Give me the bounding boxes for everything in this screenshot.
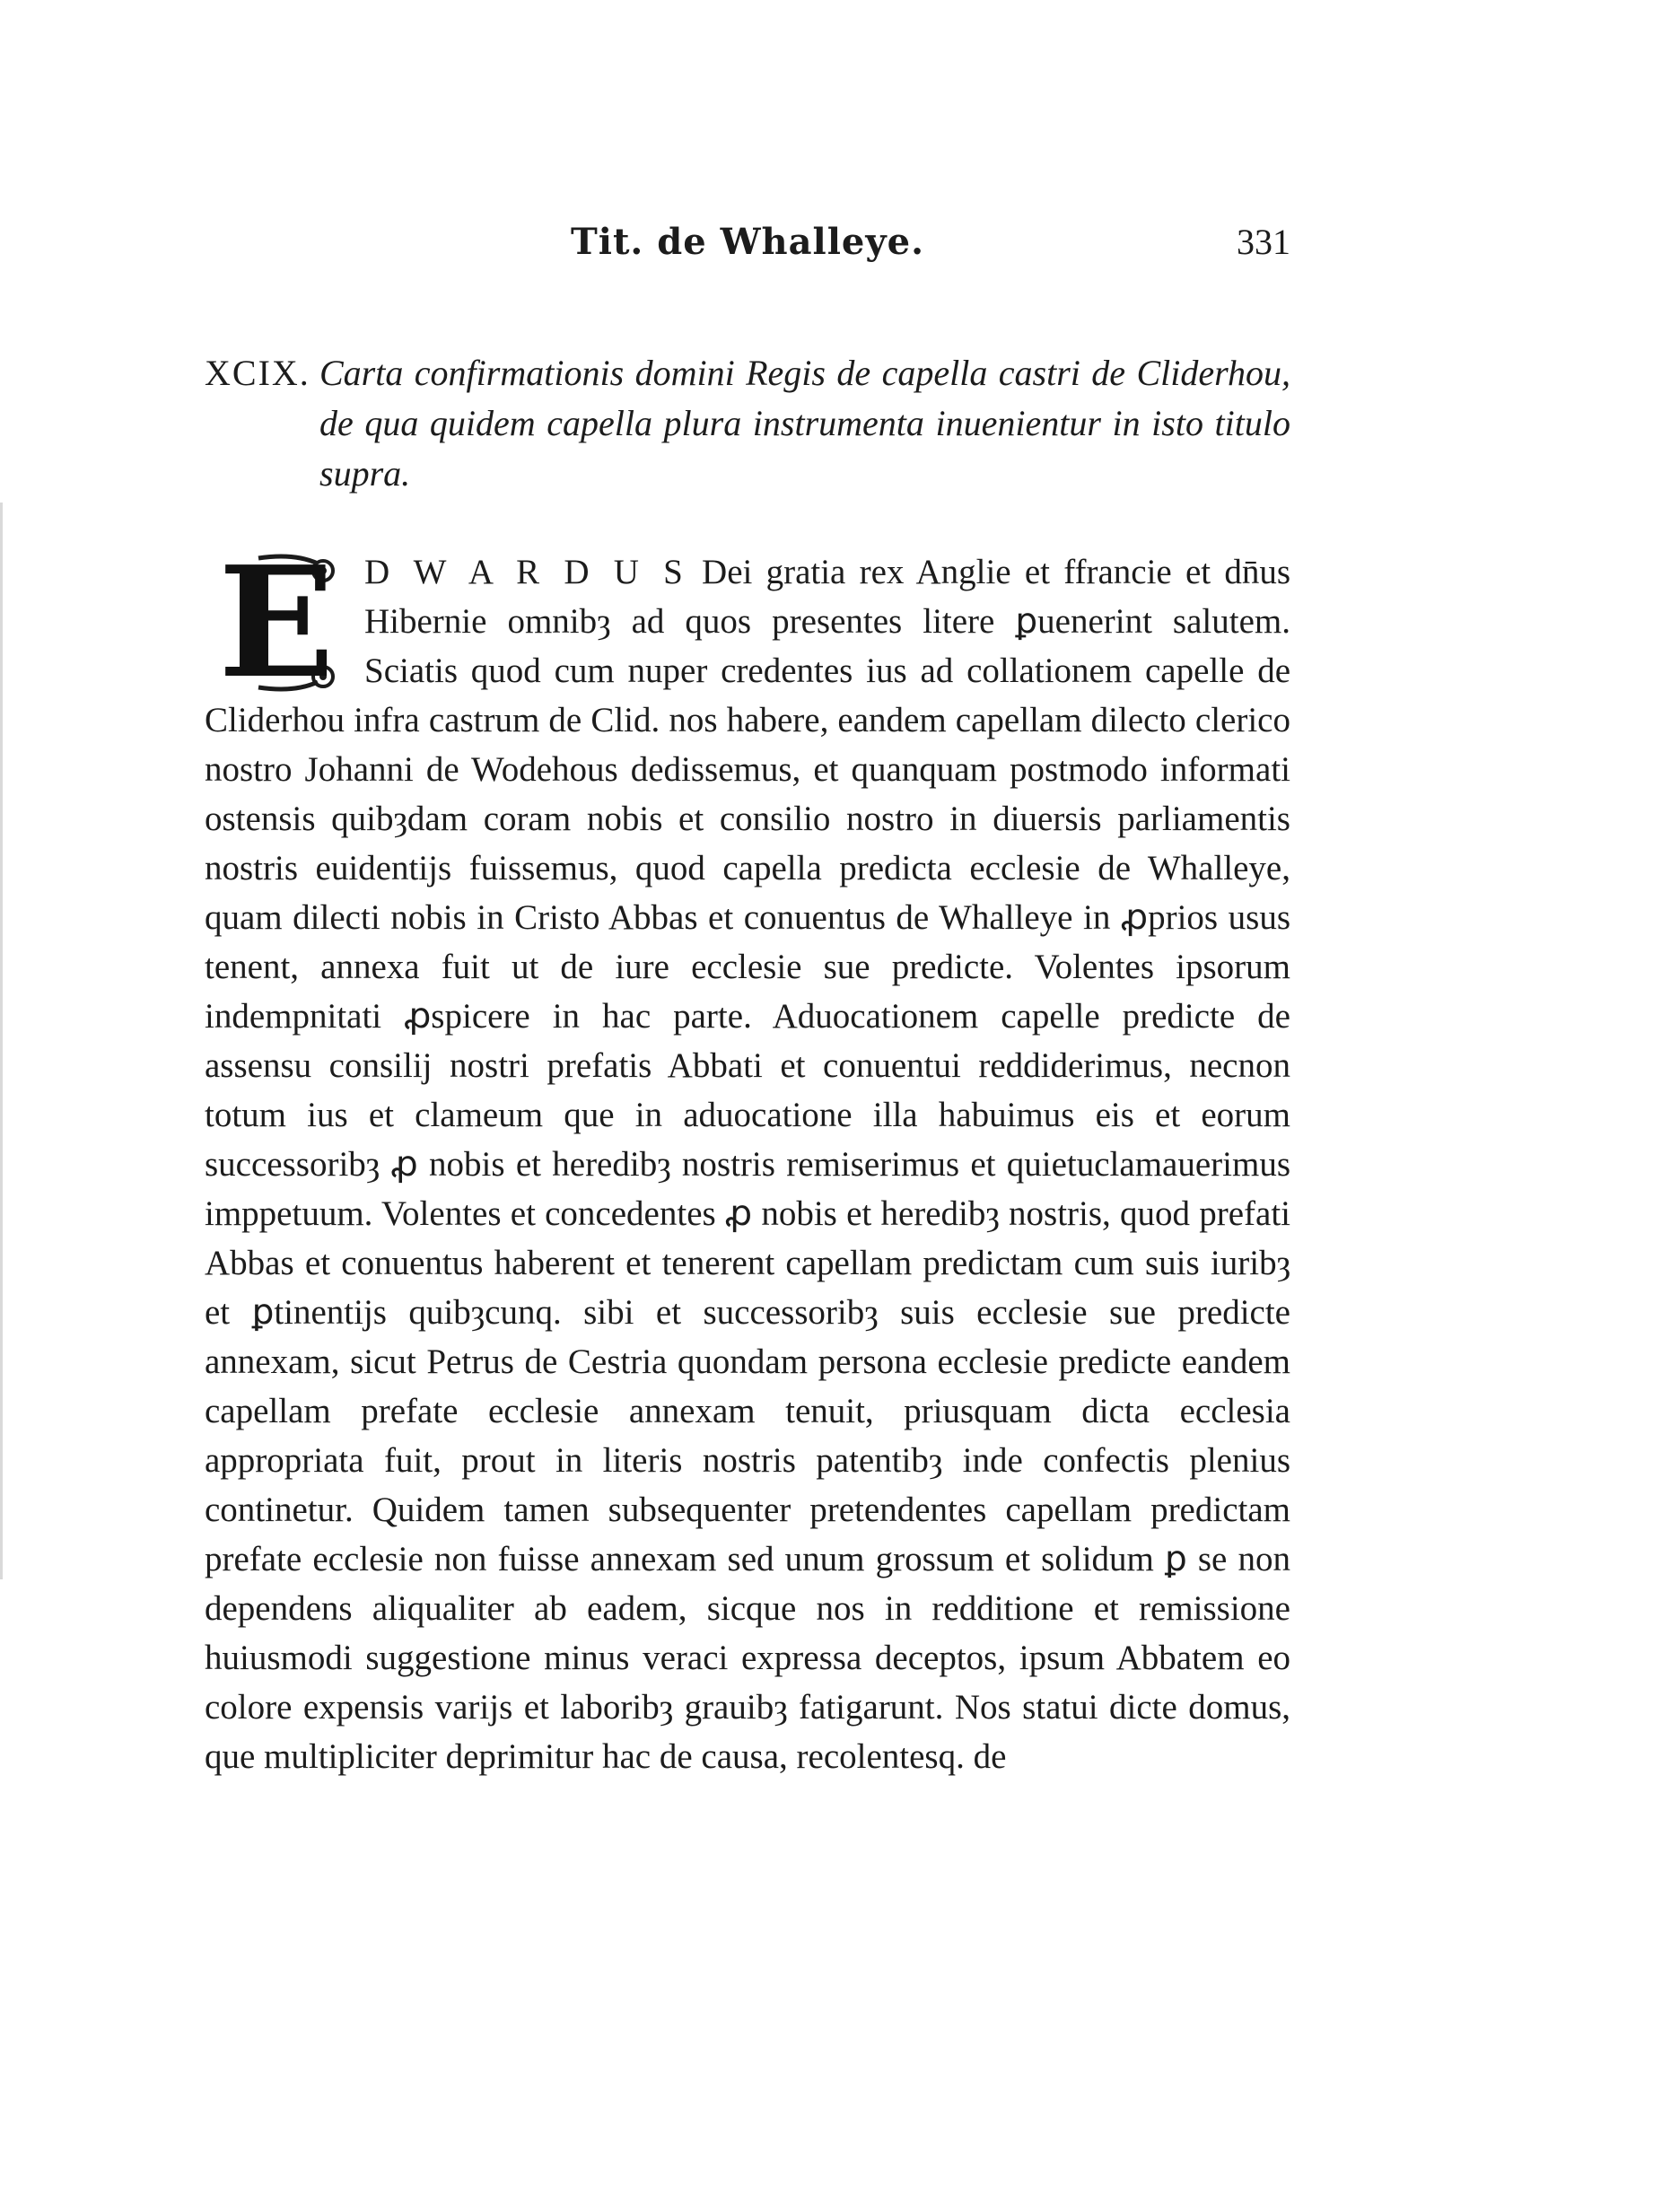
drop-cap-letter: E: [218, 533, 335, 713]
binding-edge: [0, 503, 3, 1579]
page-number: 331: [1237, 222, 1290, 262]
running-title: Tit. de Whalleye.: [570, 221, 924, 263]
rubric: [205, 348, 1290, 499]
body-text: Dei gratia rex Anglie et ffrancie et dn̄us Hibernie omnibȝ ad quos presentes litere ꝑuenerint salutem. Sciatis quod cum nuper credentes ius ad collationem capelle de Cliderhou infra castrum de Clid. nos habere, eandem capellam dilecto clerico nostro Johanni de Wodehous dedissemus, et quanquam postmodo informati ostensis quibȝdam coram nobis et consilio nostro in diuersis parliamentis nostris euidentijs fuissemus, quod capella predicta ecclesie de Whalleye, quam dilecti nobis in Cristo Abbas et conuentus de Whalleye in ꝓprios usus tenent, annexa fuit ut de iure ecclesie sue predicte. Volentes ipsorum indempnitati ꝓspicere in hac parte. Aduocationem capelle predicte de assensu consilij nostri prefatis Abbati et conuentui reddiderimus, necnon totum ius et clameum que in aduocatione illa habuimus eis et eorum successoribȝ ꝓ nobis et heredibȝ nostris remiserimus et quietuclamauerimus imppetuum. Volentes et concedentes ꝓ nobis et heredibȝ nostris, quod prefati Abbas et conuentus haberent et tenerent capellam predictam cum suis iuribȝ et ꝑtinentijs quibȝcunq. sibi et successoribȝ suis ecclesie sue predicte annexam, sicut Petrus de Cestria quondam persona ecclesie predicte eandem capellam prefate ecclesie annexam tenuit, priusquam dicta ecclesia appropriata fuit, prout in literis nostris patentibȝ inde confectis plenius continetur. Quidem tamen subsequenter pretendentes capellam predictam prefate ecclesie non fuisse annexam sed unum grossum et solidum ꝑ se non dependens aliqualiter ab eadem, sicque nos in redditione et remissione huiusmodi suggestione minus veraci expressa deceptos, ipsum Abbatem eo colore expensis varijs et laboribȝ grauibȝ fatigarunt. Nos statui dicte domus, que multipliciter deprimitur hac de causa, recolentesq. de: [205, 553, 1290, 1776]
body-paragraph: [205, 533, 1290, 1781]
drop-cap: [205, 533, 348, 713]
first-word: D W A R D U S: [364, 553, 688, 591]
rubric-numeral: XCIX.: [205, 353, 310, 393]
rubric-text: Carta confirmationis domini Regis de capella castri de Cliderhou, de qua quidem capella plura instrumenta inuenientur in isto titulo supra.: [319, 353, 1290, 494]
running-head: [205, 205, 1290, 276]
